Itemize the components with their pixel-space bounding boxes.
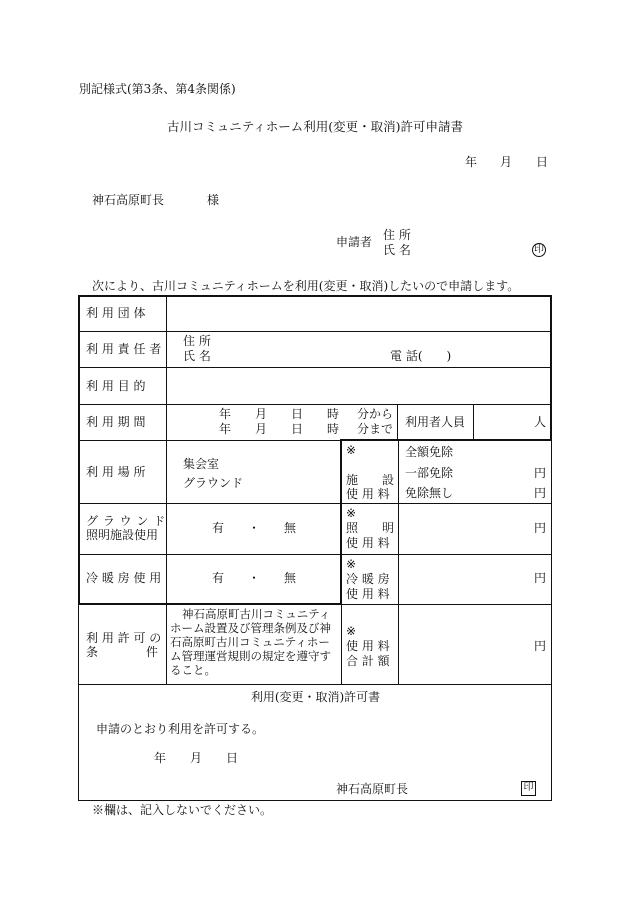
date-day-label: 日: [536, 155, 549, 169]
permit-date-day: 日: [226, 751, 239, 765]
conditions-fee-mark: ※: [346, 624, 357, 638]
form-reference: 別記様式(第3条、第4条関係): [79, 82, 236, 96]
period-start-month: 月: [255, 407, 268, 421]
conditions-fee-label-1: 使 用 料: [346, 639, 390, 653]
period-start-hour: 時: [327, 407, 340, 421]
period-start-year: 年: [219, 407, 232, 421]
conditions-fee-unit: 円: [534, 639, 547, 653]
exemption-none: 免除無し: [405, 486, 454, 500]
lighting-fee-unit: 円: [534, 521, 547, 535]
responsible-phone-label: 電 話( ): [390, 349, 452, 363]
place-fee-label-1: 施 設: [346, 473, 395, 487]
period-end-hour: 時: [327, 422, 340, 436]
addressee-honorific: 様: [207, 193, 220, 207]
permit-text: 申請のとおり利用を許可する。: [96, 722, 265, 736]
permit-date-month: 月: [190, 751, 203, 765]
aircon-fee-label-2: 使 用 料: [346, 587, 390, 601]
addressee-name: 神石高原町長: [92, 193, 165, 207]
intro-text: 次により、古川コミュニティホームを利用(変更・取消)したいので申請します。: [92, 279, 520, 293]
permit-seal-mark: 印: [521, 781, 536, 796]
lighting-fee-mark: ※: [346, 506, 357, 520]
group-label: 利 用 団 体: [86, 306, 146, 320]
period-end-day: 日: [291, 422, 304, 436]
purpose-label: 利 用 目 的: [86, 379, 146, 393]
place-option-hall: 集会室: [183, 457, 220, 471]
applicant-name-label: 氏 名: [383, 243, 411, 257]
period-end-month: 月: [255, 422, 268, 436]
lighting-fee-label-1: 照 明: [346, 521, 395, 535]
place-option-ground: グラウンド: [183, 476, 244, 490]
exemption-partial-unit: 円: [534, 466, 547, 480]
conditions-text: 神石高原町古川コミュニティホーム設置及び管理条例及び神石高原町古川コミュニティホーム管理運営規則の規定を遵守すること。: [170, 607, 331, 677]
lighting-label-2: 照明施設使用: [86, 528, 159, 542]
people-count-unit: 人: [534, 415, 547, 429]
period-start-minute: 分から: [357, 407, 394, 421]
date-month-label: 月: [500, 155, 513, 169]
footnote: ※欄は、記入しないでください。: [92, 803, 273, 817]
lighting-fee-label-2: 使 用 料: [346, 536, 390, 550]
permit-title: 利用(変更・取消)許可書: [250, 690, 381, 704]
responsible-address-label: 住 所: [183, 334, 211, 348]
period-label: 利 用 期 間: [86, 415, 146, 429]
people-count-label: 利用者人員: [405, 415, 466, 429]
responsible-label: 利 用 責 任 者: [86, 342, 162, 356]
applicant-seal-mark: 印: [534, 244, 544, 255]
conditions-fee-label-2: 合 計 額: [346, 654, 390, 668]
aircon-choice: 有 ・ 無: [212, 571, 297, 585]
place-fee-mark: ※: [346, 443, 357, 457]
aircon-fee-label-1: 冷 暖 房: [346, 572, 390, 586]
period-start-day: 日: [291, 407, 304, 421]
permit-issuer: 神石高原町長: [336, 782, 409, 796]
aircon-fee-mark: ※: [346, 557, 357, 571]
exemption-partial: 一部免除: [405, 466, 454, 480]
date-year-label: 年: [465, 155, 478, 169]
applicant-label: 申請者: [336, 235, 373, 249]
period-end-minute: 分まで: [357, 422, 394, 436]
aircon-label: 冷 暖 房 使 用: [86, 571, 162, 585]
period-end-year: 年: [219, 422, 232, 436]
conditions-label-2: 条 件: [86, 645, 159, 659]
aircon-fee-unit: 円: [534, 571, 547, 585]
place-fee-label-2: 使 用 料: [346, 487, 390, 501]
responsible-name-label: 氏 名: [183, 349, 211, 363]
exemption-full: 全額免除: [405, 445, 454, 459]
lighting-label-1: グ ラ ウ ン ド: [86, 514, 166, 528]
conditions-label-1: 利 用 許 可 の: [86, 631, 162, 645]
place-label: 利 用 場 所: [86, 465, 146, 479]
page-title: 古川コミュニティホーム利用(変更・取消)許可申請書: [166, 119, 463, 134]
applicant-address-label: 住 所: [383, 228, 411, 242]
lighting-choice: 有 ・ 無: [212, 521, 297, 535]
exemption-none-unit: 円: [534, 486, 547, 500]
permit-date-year: 年: [154, 751, 167, 765]
